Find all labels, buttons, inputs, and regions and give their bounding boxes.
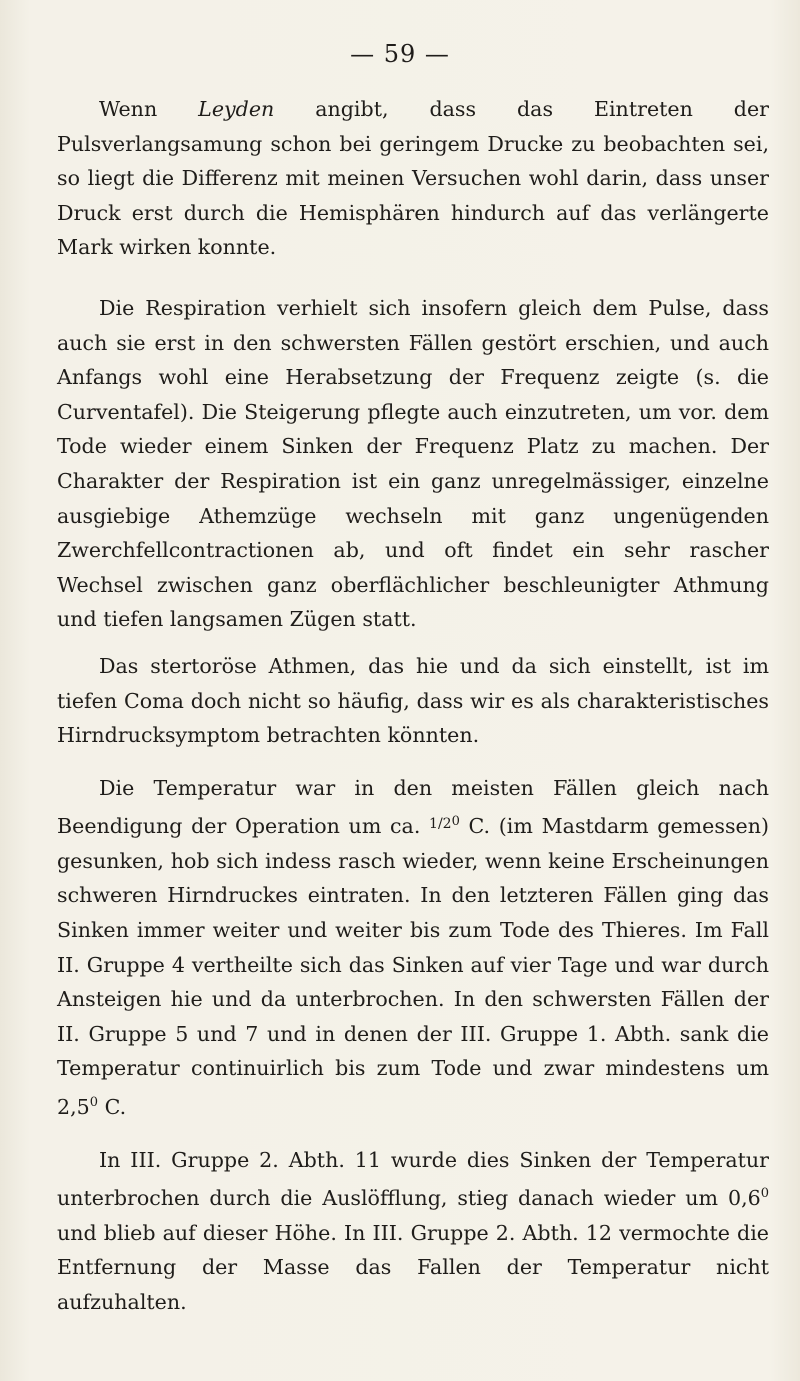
author-name: Leyden — [198, 97, 275, 121]
temperature-text-part-1: Die Temperatur war in den meisten Fällen gleich nach Beendigung der Operation um ca. — [57, 775, 769, 839]
paragraph-prefix: Wenn — [99, 97, 199, 121]
group-three-text-part-1: In III. Gruppe 2. Abth. 11 wurde dies Sinken der Temperatur unterbrochen durch die Auslöfflung, stieg danach wieder um 0,6 — [57, 1147, 769, 1211]
degree-mark: 0 — [760, 1186, 769, 1202]
paragraph-text: angibt, dass das Eintreten der Pulsverlangsamung schon bei geringem Drucke zu beobachten sei, so liegt die Differenz mit meinen Versuchen wohl darin, dass unser Druck erst durch die Hemisphären hindurch auf das verlängerte Mark wirken konnte. — [57, 97, 769, 260]
temperature-text-part-3: C. — [98, 1095, 127, 1120]
paragraph-stertorous-breathing: Das stertoröse Athmen, das hie und da sich einstellt, ist im tiefen Coma doch nicht so häufig, dass wir es als charakteristisches Hirndrucksymptom betrachten könnten. — [57, 653, 769, 748]
temperature-text-part-2: C. (im Mastdarm gemessen) gesunken, hob sich indess rasch wieder, wenn keine Erscheinungen schweren Hirndruckes eintraten. In den letzteren Fällen ging das Sinken immer weiter und weiter bis zum Tode des Thieres. Im Fall II. Gruppe 4 vertheilte sich das Sinken auf vier Tage und war durch Ansteigen hie und da unterbrochen. In den schwersten Fällen der II. Gruppe 5 und 7 und in denen der III. Gruppe 1. Abth. sank die Temperatur continuirlich bis zum Tode und zwar mindestens um 2,5 — [57, 814, 769, 1120]
half-fraction: 1/2 — [429, 816, 452, 833]
degree-mark: 0 — [89, 1095, 99, 1111]
paragraph-leyden — [57, 92, 769, 265]
paragraph-temperature-group-three — [57, 1143, 769, 1320]
paragraph-temperature — [57, 771, 769, 1125]
page-number: — 59 — — [350, 40, 450, 68]
group-three-text-part-2: und blieb auf dieser Höhe. In III. Gruppe 2. Abth. 12 vermochte die Entfernung der Masse das Fallen der Temperatur nicht aufzuhalten. — [57, 1220, 769, 1314]
degree-mark: 0 — [451, 814, 460, 830]
body-text — [57, 92, 769, 1332]
paragraph-respiration: Die Respiration verhielt sich insofern gleich dem Pulse, dass auch sie erst in den schwersten Fällen gestört erschien, und auch Anfangs wohl eine Herabsetzung der Frequenz zeigte (s. die Curventafel). Die Steigerung pflegte auch einzutreten, um vor. dem Tode wieder einem Sinken der Frequenz Platz zu machen. Der Charakter der Respiration ist ein ganz unregelmässiger, einzelne ausgiebige Athemzüge wechseln mit ganz ungenügenden Zwerchfellcontractionen ab, und oft findet ein sehr rascher Wechsel zwischen ganz oberflächlicher beschleunigter Athmung und tiefen langsamen Zügen statt. — [57, 295, 769, 632]
